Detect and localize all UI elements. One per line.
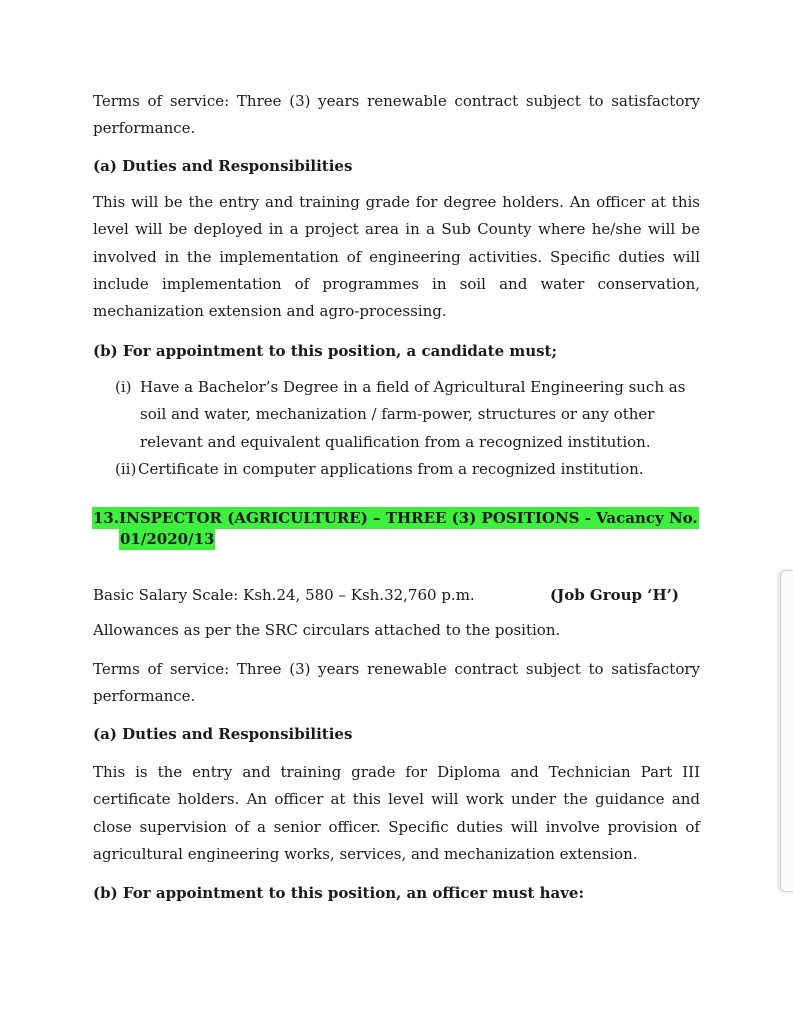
requirement-text: Certificate in computer applications from a recognized institution. <box>138 460 644 478</box>
scroll-edge-handle[interactable] <box>780 570 793 892</box>
requirement-item-2 <box>115 456 700 483</box>
salary-row <box>93 584 700 606</box>
requirement-number: (i) <box>115 378 132 396</box>
requirement-number: (ii) <box>115 460 137 478</box>
job-group: (Job Group ‘H’) <box>550 586 679 604</box>
basic-salary-scale: Basic Salary Scale: Ksh.24, 580 – Ksh.32,760 p.m. <box>93 586 475 604</box>
duties-heading: (a) Duties and Responsibilities <box>93 725 353 743</box>
section-title-line-2: 01/2020/13 <box>120 530 215 548</box>
section-title-line-1: 13.INSPECTOR (AGRICULTURE) – THREE (3) POSITIONS - Vacancy No. <box>93 509 698 527</box>
duties-heading-prev: (a) Duties and Responsibilities <box>93 157 353 175</box>
terms-of-service: Terms of service: Three (3) years renewable contract subject to satisfactory performance. <box>93 660 700 706</box>
duties-text-prev: This will be the entry and training grade for degree holders. An officer at this level will be deployed in a project area in a Sub County where he/she will be involved in the implementation of engineering activities. Specific duties will include implementation of programmes in soil and water conservation, mechanization extension and agro-processing. <box>93 193 700 321</box>
appointment-heading-prev: (b) For appointment to this position, a candidate must; <box>93 342 558 360</box>
appointment-heading: (b) For appointment to this position, an officer must have: <box>93 884 585 902</box>
allowances: Allowances as per the SRC circulars attached to the position. <box>93 621 561 639</box>
terms-of-service-prev: Terms of service: Three (3) years renewable contract subject to satisfactory performance. <box>93 92 700 138</box>
requirement-text: Have a Bachelor’s Degree in a field of Agricultural Engineering such as soil and water, mechanization / farm-power, structures or any other relevant and equivalent qualification from a recognized institution. <box>140 378 686 451</box>
requirement-item-1 <box>115 374 700 456</box>
duties-text: This is the entry and training grade for Diploma and Technician Part III certificate holders. An officer at this level will work under the guidance and close supervision of a senior officer. Specific duties will involve provision of agricultural engineering works, services, and mechanization extension. <box>93 763 700 863</box>
